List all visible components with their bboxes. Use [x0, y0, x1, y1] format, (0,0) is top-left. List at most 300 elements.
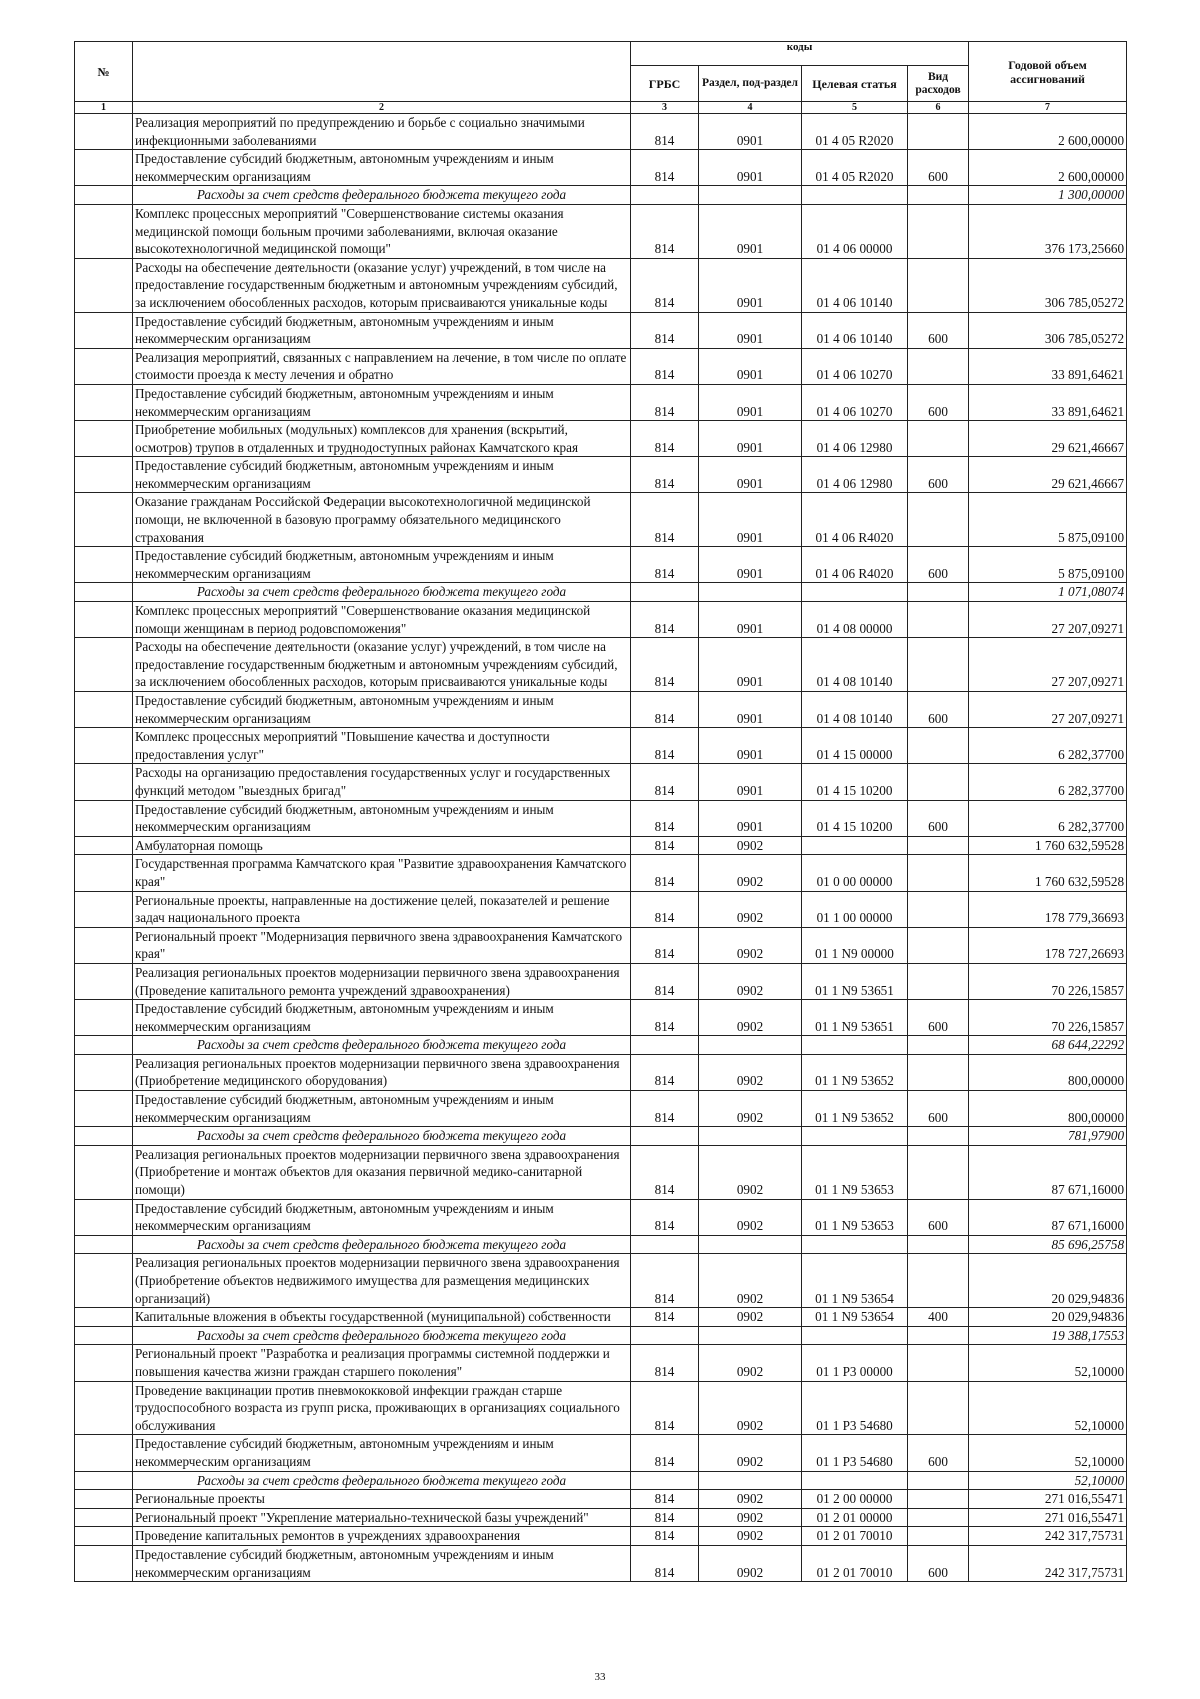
table-row	[75, 1235, 1127, 1254]
row-grbs: 814	[631, 457, 699, 493]
header-codes: коды	[631, 42, 969, 66]
row-grbs: 814	[631, 1435, 699, 1471]
row-expense-type: 600	[908, 312, 969, 348]
row-amount: 70 226,15857	[969, 963, 1127, 999]
row-razdel: 0902	[699, 1254, 802, 1308]
row-razdel	[699, 1326, 802, 1345]
row-description: Проведение капитальных ремонтов в учреждениях здравоохранения	[133, 1527, 631, 1546]
row-expense-type: 600	[908, 1435, 969, 1471]
row-description: Расходы за счет средств федерального бюджета текущего года	[133, 1235, 631, 1254]
row-razdel	[699, 1471, 802, 1490]
row-description: Предоставление субсидий бюджетным, автономным учреждениям и иным некоммерческим организациям	[133, 1199, 631, 1235]
row-target-article: 01 4 06 R4020	[802, 547, 908, 583]
header-expense-type: Вид расходов	[908, 66, 969, 102]
table-row	[75, 1345, 1127, 1381]
row-description: Региональные проекты, направленные на достижение целей, показателей и решение задач национального проекта	[133, 891, 631, 927]
row-grbs: 814	[631, 1000, 699, 1036]
row-target-article: 01 1 P3 54680	[802, 1435, 908, 1471]
row-target-article: 01 1 N9 53654	[802, 1308, 908, 1327]
row-number-cell	[75, 1326, 133, 1345]
row-razdel: 0902	[699, 1345, 802, 1381]
row-expense-type	[908, 1326, 969, 1345]
header-number: №	[75, 42, 133, 102]
row-expense-type: 600	[908, 150, 969, 186]
row-target-article: 01 4 06 10270	[802, 348, 908, 384]
row-number-cell	[75, 855, 133, 891]
row-amount: 27 207,09271	[969, 602, 1127, 638]
row-target-article: 01 4 15 10200	[802, 764, 908, 800]
row-number-cell	[75, 583, 133, 602]
row-amount: 376 173,25660	[969, 204, 1127, 258]
row-expense-type	[908, 1036, 969, 1055]
table-row	[75, 421, 1127, 457]
row-description: Расходы на организацию предоставления государственных услуг и государственных функций методом "выездных бригад"	[133, 764, 631, 800]
row-expense-type	[908, 114, 969, 150]
row-target-article: 01 1 P3 54680	[802, 1381, 908, 1435]
row-amount: 70 226,15857	[969, 1000, 1127, 1036]
row-number-cell	[75, 1199, 133, 1235]
row-grbs: 814	[631, 1199, 699, 1235]
row-amount: 306 785,05272	[969, 312, 1127, 348]
row-razdel: 0901	[699, 547, 802, 583]
table-row	[75, 1145, 1127, 1199]
row-grbs: 814	[631, 258, 699, 312]
column-number: 1	[75, 102, 133, 114]
row-razdel: 0902	[699, 1054, 802, 1090]
row-description: Амбулаторная помощь	[133, 836, 631, 855]
table-row	[75, 1527, 1127, 1546]
row-number-cell	[75, 1527, 133, 1546]
row-expense-type	[908, 1145, 969, 1199]
table-row	[75, 728, 1127, 764]
row-expense-type	[908, 204, 969, 258]
header-grbs: ГРБС	[631, 66, 699, 102]
row-expense-type: 600	[908, 1545, 969, 1581]
row-expense-type	[908, 1054, 969, 1090]
row-amount: 6 282,37700	[969, 764, 1127, 800]
row-grbs: 814	[631, 493, 699, 547]
row-number-cell	[75, 891, 133, 927]
row-amount: 271 016,55471	[969, 1508, 1127, 1527]
row-grbs: 814	[631, 1527, 699, 1546]
row-target-article	[802, 836, 908, 855]
row-amount: 52,10000	[969, 1435, 1127, 1471]
row-grbs: 814	[631, 204, 699, 258]
row-expense-type: 600	[908, 1000, 969, 1036]
table-row	[75, 114, 1127, 150]
column-number: 6	[908, 102, 969, 114]
row-amount: 1 760 632,59528	[969, 836, 1127, 855]
row-target-article	[802, 1235, 908, 1254]
row-number-cell	[75, 1490, 133, 1509]
table-row	[75, 583, 1127, 602]
row-expense-type: 400	[908, 1308, 969, 1327]
row-target-article: 01 2 01 70010	[802, 1545, 908, 1581]
row-target-article: 01 1 00 00000	[802, 891, 908, 927]
row-expense-type	[908, 1508, 969, 1527]
row-description: Региональный проект "Модернизация первичного звена здравоохранения Камчатского края"	[133, 927, 631, 963]
row-number-cell	[75, 1345, 133, 1381]
table-row	[75, 963, 1127, 999]
row-expense-type: 600	[908, 1091, 969, 1127]
row-target-article: 01 4 06 10140	[802, 312, 908, 348]
header-razdel: Раздел, под-раздел	[699, 66, 802, 102]
row-number-cell	[75, 800, 133, 836]
row-expense-type	[908, 493, 969, 547]
row-description: Реализация региональных проектов модернизации первичного звена здравоохранения (Проведение капитального ремонта учреждений здравоохранения)	[133, 963, 631, 999]
row-number-cell	[75, 421, 133, 457]
row-description: Расходы на обеспечение деятельности (оказание услуг) учреждений, в том числе на предоставление государственным бюджетным и автономным учреждениям субсидий, за исключением обособленных расходов, которым присваиваются уникальные коды	[133, 638, 631, 692]
row-number-cell	[75, 312, 133, 348]
row-razdel: 0901	[699, 800, 802, 836]
row-grbs: 814	[631, 1054, 699, 1090]
row-expense-type: 600	[908, 1199, 969, 1235]
row-grbs: 814	[631, 891, 699, 927]
row-target-article	[802, 583, 908, 602]
row-target-article	[802, 1036, 908, 1055]
row-amount: 178 727,26693	[969, 927, 1127, 963]
table-row	[75, 457, 1127, 493]
row-expense-type	[908, 728, 969, 764]
table-row	[75, 384, 1127, 420]
table-row	[75, 1435, 1127, 1471]
row-description: Капитальные вложения в объекты государственной (муниципальной) собственности	[133, 1308, 631, 1327]
row-target-article: 01 1 N9 53651	[802, 1000, 908, 1036]
row-target-article	[802, 1471, 908, 1490]
row-amount: 29 621,46667	[969, 421, 1127, 457]
row-description: Реализация региональных проектов модернизации первичного звена здравоохранения (Приобретение объектов недвижимого имущества для размещения медицинских организаций)	[133, 1254, 631, 1308]
row-amount: 1 760 632,59528	[969, 855, 1127, 891]
row-description: Предоставление субсидий бюджетным, автономным учреждениям и иным некоммерческим организациям	[133, 312, 631, 348]
row-description: Реализация мероприятий, связанных с направлением на лечение, в том числе по оплате стоимости проезда к месту лечения и обратно	[133, 348, 631, 384]
row-number-cell	[75, 1000, 133, 1036]
row-expense-type	[908, 1345, 969, 1381]
row-amount: 271 016,55471	[969, 1490, 1127, 1509]
row-expense-type	[908, 186, 969, 205]
row-grbs	[631, 1036, 699, 1055]
row-target-article	[802, 1127, 908, 1146]
row-expense-type	[908, 348, 969, 384]
row-expense-type	[908, 1471, 969, 1490]
row-grbs	[631, 1127, 699, 1146]
row-razdel	[699, 583, 802, 602]
row-description: Региональные проекты	[133, 1490, 631, 1509]
row-expense-type	[908, 602, 969, 638]
row-grbs: 814	[631, 800, 699, 836]
row-expense-type	[908, 421, 969, 457]
row-razdel: 0902	[699, 1145, 802, 1199]
row-grbs: 814	[631, 547, 699, 583]
row-razdel: 0901	[699, 728, 802, 764]
row-description: Комплекс процессных мероприятий "Совершенствование системы оказания медицинской помощи больным прочими заболеваниями, включая оказание высокотехнологичной медицинской помощи"	[133, 204, 631, 258]
table-row	[75, 348, 1127, 384]
table-row	[75, 1545, 1127, 1581]
row-grbs: 814	[631, 384, 699, 420]
row-amount: 27 207,09271	[969, 638, 1127, 692]
row-description: Предоставление субсидий бюджетным, автономным учреждениям и иным некоммерческим организациям	[133, 457, 631, 493]
row-number-cell	[75, 1235, 133, 1254]
row-number-cell	[75, 150, 133, 186]
table-row	[75, 1036, 1127, 1055]
row-number-cell	[75, 1127, 133, 1146]
row-number-cell	[75, 836, 133, 855]
row-number-cell	[75, 1471, 133, 1490]
row-grbs: 814	[631, 963, 699, 999]
table-row	[75, 1326, 1127, 1345]
row-description: Региональный проект "Разработка и реализация программы системной поддержки и повышения качества жизни граждан старшего поколения"	[133, 1345, 631, 1381]
row-razdel: 0902	[699, 1308, 802, 1327]
row-razdel: 0901	[699, 421, 802, 457]
row-razdel: 0902	[699, 1435, 802, 1471]
row-razdel: 0901	[699, 692, 802, 728]
row-target-article: 01 4 05 R2020	[802, 114, 908, 150]
table-row	[75, 927, 1127, 963]
row-razdel: 0901	[699, 602, 802, 638]
row-target-article: 01 4 15 00000	[802, 728, 908, 764]
row-description: Реализация мероприятий по предупреждению и борьбе с социально значимыми инфекционными заболеваниями	[133, 114, 631, 150]
row-target-article: 01 4 06 R4020	[802, 493, 908, 547]
row-number-cell	[75, 258, 133, 312]
row-number-cell	[75, 493, 133, 547]
row-expense-type	[908, 258, 969, 312]
row-amount: 27 207,09271	[969, 692, 1127, 728]
row-target-article: 01 4 06 00000	[802, 204, 908, 258]
row-grbs	[631, 186, 699, 205]
row-razdel: 0902	[699, 1490, 802, 1509]
row-grbs: 814	[631, 348, 699, 384]
header-description	[133, 42, 631, 102]
row-grbs: 814	[631, 1308, 699, 1327]
row-target-article: 01 4 06 10270	[802, 384, 908, 420]
table-row	[75, 547, 1127, 583]
header-annual-volume: Годовой объем ассигнований	[969, 42, 1127, 102]
row-expense-type: 600	[908, 800, 969, 836]
table-row	[75, 602, 1127, 638]
row-target-article: 01 1 N9 53654	[802, 1254, 908, 1308]
row-expense-type: 600	[908, 547, 969, 583]
row-description: Предоставление субсидий бюджетным, автономным учреждениям и иным некоммерческим организациям	[133, 692, 631, 728]
row-target-article: 01 1 P3 00000	[802, 1345, 908, 1381]
row-number-cell	[75, 204, 133, 258]
row-grbs: 814	[631, 150, 699, 186]
row-grbs	[631, 583, 699, 602]
table-row	[75, 1254, 1127, 1308]
row-amount: 242 317,75731	[969, 1527, 1127, 1546]
row-grbs: 814	[631, 1254, 699, 1308]
row-amount: 33 891,64621	[969, 348, 1127, 384]
row-expense-type: 600	[908, 692, 969, 728]
table-row	[75, 855, 1127, 891]
row-description: Предоставление субсидий бюджетным, автономным учреждениям и иным некоммерческим организациям	[133, 384, 631, 420]
row-amount: 87 671,16000	[969, 1145, 1127, 1199]
column-numbering-row	[75, 102, 1127, 114]
row-description: Предоставление субсидий бюджетным, автономным учреждениям и иным некоммерческим организациям	[133, 800, 631, 836]
row-target-article: 01 1 N9 53653	[802, 1145, 908, 1199]
row-number-cell	[75, 114, 133, 150]
row-description: Реализация региональных проектов модернизации первичного звена здравоохранения (Приобретение медицинского оборудования)	[133, 1054, 631, 1090]
row-description: Предоставление субсидий бюджетным, автономным учреждениям и иным некоммерческим организациям	[133, 547, 631, 583]
row-target-article: 01 2 00 00000	[802, 1490, 908, 1509]
row-description: Расходы за счет средств федерального бюджета текущего года	[133, 186, 631, 205]
row-target-article: 01 4 05 R2020	[802, 150, 908, 186]
row-razdel: 0901	[699, 348, 802, 384]
row-amount: 85 696,25758	[969, 1235, 1127, 1254]
row-expense-type	[908, 764, 969, 800]
row-expense-type	[908, 1527, 969, 1546]
row-razdel: 0901	[699, 114, 802, 150]
row-number-cell	[75, 1308, 133, 1327]
row-expense-type	[908, 1381, 969, 1435]
row-target-article: 01 2 01 70010	[802, 1527, 908, 1546]
row-razdel: 0902	[699, 1199, 802, 1235]
row-amount: 6 282,37700	[969, 728, 1127, 764]
row-target-article: 01 1 N9 00000	[802, 927, 908, 963]
row-amount: 19 388,17553	[969, 1326, 1127, 1345]
table-row	[75, 836, 1127, 855]
row-description: Региональный проект "Укрепление материально-технической базы учреждений"	[133, 1508, 631, 1527]
column-number: 2	[133, 102, 631, 114]
row-target-article	[802, 1326, 908, 1345]
row-amount: 2 600,00000	[969, 114, 1127, 150]
row-amount: 52,10000	[969, 1345, 1127, 1381]
row-description: Предоставление субсидий бюджетным, автономным учреждениям и иным некоммерческим организациям	[133, 1000, 631, 1036]
row-razdel: 0901	[699, 150, 802, 186]
table-row	[75, 186, 1127, 205]
budget-table	[74, 41, 1127, 1582]
table-header	[75, 42, 1127, 114]
row-target-article: 01 4 06 10140	[802, 258, 908, 312]
table-row	[75, 1308, 1127, 1327]
row-description: Предоставление субсидий бюджетным, автономным учреждениям и иным некоммерческим организациям	[133, 1091, 631, 1127]
row-razdel: 0901	[699, 638, 802, 692]
row-target-article: 01 0 00 00000	[802, 855, 908, 891]
row-description: Приобретение мобильных (модульных) комплексов для хранения (вскрытий, осмотров) трупов в отдаленных и труднодоступных районах Камчатского края	[133, 421, 631, 457]
row-razdel: 0902	[699, 927, 802, 963]
row-grbs: 814	[631, 764, 699, 800]
row-razdel: 0901	[699, 493, 802, 547]
row-grbs: 814	[631, 421, 699, 457]
row-grbs: 814	[631, 1381, 699, 1435]
row-razdel: 0901	[699, 312, 802, 348]
row-number-cell	[75, 348, 133, 384]
row-number-cell	[75, 927, 133, 963]
row-amount: 178 779,36693	[969, 891, 1127, 927]
row-target-article	[802, 186, 908, 205]
row-amount: 52,10000	[969, 1471, 1127, 1490]
table-row	[75, 1199, 1127, 1235]
row-number-cell	[75, 602, 133, 638]
row-razdel: 0901	[699, 764, 802, 800]
row-razdel: 0901	[699, 457, 802, 493]
row-description: Оказание гражданам Российской Федерации высокотехнологичной медицинской помощи, не включенной в базовую программу обязательного медицинского страхования	[133, 493, 631, 547]
table-body	[75, 114, 1127, 1582]
row-number-cell	[75, 728, 133, 764]
row-target-article: 01 4 08 10140	[802, 692, 908, 728]
row-number-cell	[75, 1054, 133, 1090]
row-expense-type	[908, 583, 969, 602]
table-row	[75, 204, 1127, 258]
row-target-article: 01 1 N9 53651	[802, 963, 908, 999]
row-amount: 29 621,46667	[969, 457, 1127, 493]
table-row	[75, 493, 1127, 547]
row-amount: 2 600,00000	[969, 150, 1127, 186]
table-row	[75, 1091, 1127, 1127]
row-number-cell	[75, 963, 133, 999]
row-razdel: 0902	[699, 1508, 802, 1527]
row-target-article: 01 1 N9 53652	[802, 1091, 908, 1127]
row-description: Расходы за счет средств федерального бюджета текущего года	[133, 583, 631, 602]
table-row	[75, 1127, 1127, 1146]
row-razdel	[699, 1036, 802, 1055]
row-description: Расходы на обеспечение деятельности (оказание услуг) учреждений, в том числе на предоставление государственным бюджетным и автономным учреждениям субсидий, за исключением обособленных расходов, которым присваиваются уникальные коды	[133, 258, 631, 312]
row-grbs: 814	[631, 927, 699, 963]
column-number: 3	[631, 102, 699, 114]
row-razdel: 0902	[699, 836, 802, 855]
row-number-cell	[75, 1145, 133, 1199]
row-amount: 68 644,22292	[969, 1036, 1127, 1055]
row-razdel: 0901	[699, 384, 802, 420]
row-description: Проведение вакцинации против пневмококковой инфекции граждан старше трудоспособного возраста из групп риска, проживающих в организациях социального обслуживания	[133, 1381, 631, 1435]
row-expense-type	[908, 927, 969, 963]
column-number: 4	[699, 102, 802, 114]
row-expense-type	[908, 836, 969, 855]
row-description: Расходы за счет средств федерального бюджета текущего года	[133, 1127, 631, 1146]
row-razdel: 0902	[699, 1000, 802, 1036]
row-grbs: 814	[631, 692, 699, 728]
row-target-article: 01 1 N9 53653	[802, 1199, 908, 1235]
row-number-cell	[75, 1508, 133, 1527]
row-razdel	[699, 1235, 802, 1254]
row-expense-type	[908, 855, 969, 891]
table-row	[75, 258, 1127, 312]
row-number-cell	[75, 186, 133, 205]
row-target-article: 01 4 06 12980	[802, 457, 908, 493]
row-target-article: 01 1 N9 53652	[802, 1054, 908, 1090]
row-description: Комплекс процессных мероприятий "Совершенствование оказания медицинской помощи женщинам в период родовспоможения"	[133, 602, 631, 638]
row-expense-type	[908, 891, 969, 927]
row-amount: 800,00000	[969, 1054, 1127, 1090]
table-row	[75, 638, 1127, 692]
row-grbs: 814	[631, 1490, 699, 1509]
row-number-cell	[75, 384, 133, 420]
row-expense-type: 600	[908, 457, 969, 493]
row-grbs: 814	[631, 602, 699, 638]
row-grbs: 814	[631, 728, 699, 764]
row-grbs: 814	[631, 114, 699, 150]
header-target-article: Целевая статья	[802, 66, 908, 102]
row-grbs: 814	[631, 836, 699, 855]
table-row	[75, 1508, 1127, 1527]
row-description: Государственная программа Камчатского края "Развитие здравоохранения Камчатского края"	[133, 855, 631, 891]
row-grbs	[631, 1235, 699, 1254]
row-expense-type	[908, 1127, 969, 1146]
row-number-cell	[75, 1254, 133, 1308]
row-expense-type	[908, 1235, 969, 1254]
row-target-article: 01 4 15 10200	[802, 800, 908, 836]
row-description: Комплекс процессных мероприятий "Повышение качества и доступности предоставления услуг"	[133, 728, 631, 764]
row-target-article: 01 2 01 00000	[802, 1508, 908, 1527]
row-razdel: 0902	[699, 855, 802, 891]
row-description: Расходы за счет средств федерального бюджета текущего года	[133, 1036, 631, 1055]
page-number: 33	[594, 1671, 606, 1683]
table-row	[75, 1490, 1127, 1509]
row-amount: 5 875,09100	[969, 493, 1127, 547]
column-number: 5	[802, 102, 908, 114]
row-grbs	[631, 1326, 699, 1345]
row-amount: 306 785,05272	[969, 258, 1127, 312]
row-grbs: 814	[631, 1508, 699, 1527]
row-number-cell	[75, 1435, 133, 1471]
